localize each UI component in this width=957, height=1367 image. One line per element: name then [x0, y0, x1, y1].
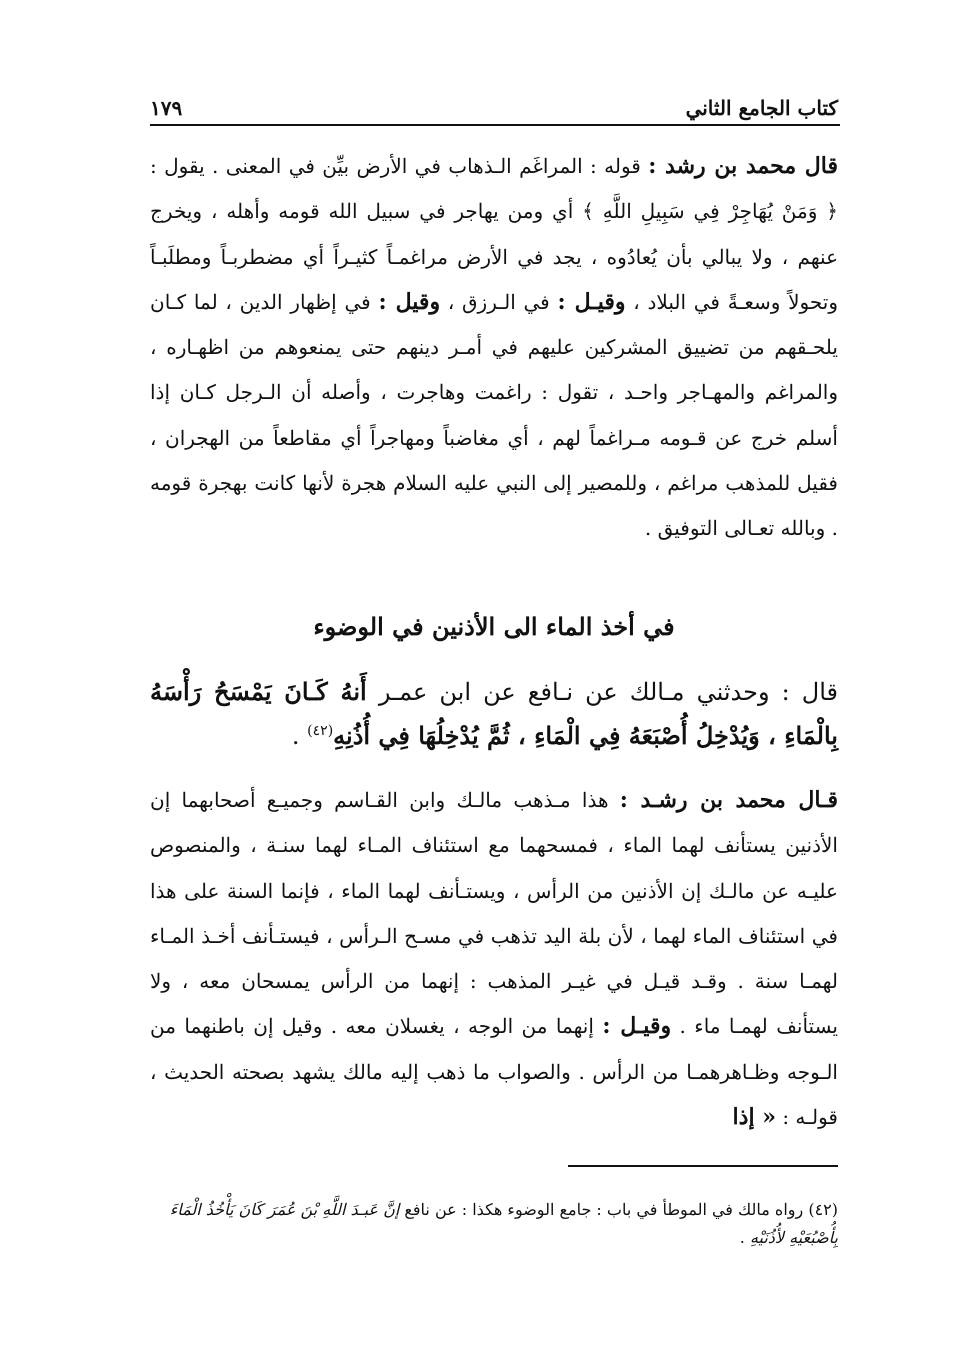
hadith-isnad: قال : وحدثني مـالك عن نـافع عن ابن عمـر	[378, 678, 839, 706]
opinion-lead: وقيـل :	[557, 288, 626, 315]
speaker-lead: قـال محمد بن رشـد :	[619, 787, 839, 813]
hadith-end: .	[291, 722, 300, 750]
paragraph-text: في إظهار الدين ، لما كـان يلحـقهم من تضييق المشركين عليهم في أمـر دينهم حتى يمنعوهم من اظهـاره ، والمراغم والمهـاجر واحـد ، تقول : راغمت وهاجرت ، وأصله أن الـرجل كـان إذا أسلم خرج عن قـومه مـراغماً لهم ، أي مغاضباً ومهاجراً أي مقاطعاً من الهجران ، فقيل للمذهب مراغم ، وللمصير إلى النبي عليه السلام هجرة لأنها كانت بهجرة قومه . وبالله تعـالى التوفيق .	[150, 289, 838, 541]
quote-start: « إذا	[732, 1104, 776, 1131]
hadith-text	[150, 670, 838, 758]
footnote-reference[interactable]: (٤٢)	[307, 723, 334, 739]
commentary-paragraph-2	[150, 778, 838, 1140]
paragraph-text: هذا مـذهب مالـك وابن القـاسم وجميـع أصحابهما إن الأذنين يستأنف لهما الماء ، فمسحهما مع استئناف المـاء لهما سنـة ، والمنصوص عليـه عن مالـك إن الأذنين من الرأس ، ويستـأنف لهما الماء ، فإنما السنة على هذا في استئناف الماء لهما ، لأن بلة اليد تذهب في مسـح الـرأس ، فيستـأنف أخـذ المـاء لهمـا سنة . وقـد قيـل في غيـر المذهب : إنهما من الرأس يمسحان معه ، ولا يستأنف لهمـا ماء .	[150, 788, 838, 1039]
header-rule	[150, 124, 840, 126]
paragraph-text: قوله : المراغَم الـذهاب في الأرض بيِّن في المعنى . يقول : ﴿ وَمَنْ يُهَاجِرْ فِي سَبِيلِ اللَّهِ ﴾ أي ومن يهاجر في سبيل الله قومه وأهله ، ويخرج عنهم ، ولا يبالي بأن يُعادُوه ، يجد في الأرض مراغمـاً كثيـراً أي مضطربـاً ومطلَبـاً وتحولاً وسعـةً في البلاد ،	[150, 154, 839, 314]
paragraph-text: في الـرزق ،	[447, 289, 550, 314]
speaker-lead: قال محمد بن رشد :	[648, 153, 838, 179]
hadith-matn: أَنهُ كَـانَ يَمْسَحُ رَأْسَهُ بِالْمَاءِ ، وَيُدْخِلُ أُصْبَعَهُ فِي الْمَاءِ ، ثُمَّ يُدْخِلُهَا فِي أُذُنِهِ	[150, 677, 838, 750]
paragraph-text: إنهما من الوجه ، يغسلان معه . وقيل إن باطنهما من الـوجه وظـاهرهمـا من الرأس . والصواب ما ذهب إليه مالك يشهد بصحته الحديث ، قولـه :	[150, 1014, 838, 1130]
commentary-paragraph-1	[150, 144, 838, 552]
opinion-lead: وقيـل :	[602, 1013, 672, 1040]
page-number: ١٧٩	[150, 96, 183, 120]
footnote	[130, 1196, 838, 1252]
footnote-text: رواه مالك في الموطأ في باب : جامع الوضوء هكذا : عن نافع	[404, 1200, 804, 1219]
footnote-rule	[568, 1165, 838, 1167]
footnote-quote: إنَّ عَبـدَ اللَّهِ بْنَ عُمَرَ كَانَ يَأْخُذُ الْمَاءَ بِأُصْبُعَيْهِ لأُذُنَيْهِ	[169, 1200, 838, 1247]
section-heading: في أخذ الماء الى الأذنين في الوضوء	[313, 612, 675, 641]
running-header	[150, 88, 838, 120]
footnote-number: (٤٢)	[808, 1200, 838, 1219]
footnote-end: .	[739, 1228, 745, 1247]
book-title: كتاب الجامع الثاني	[685, 96, 838, 120]
opinion-lead: وقيل :	[378, 288, 441, 315]
